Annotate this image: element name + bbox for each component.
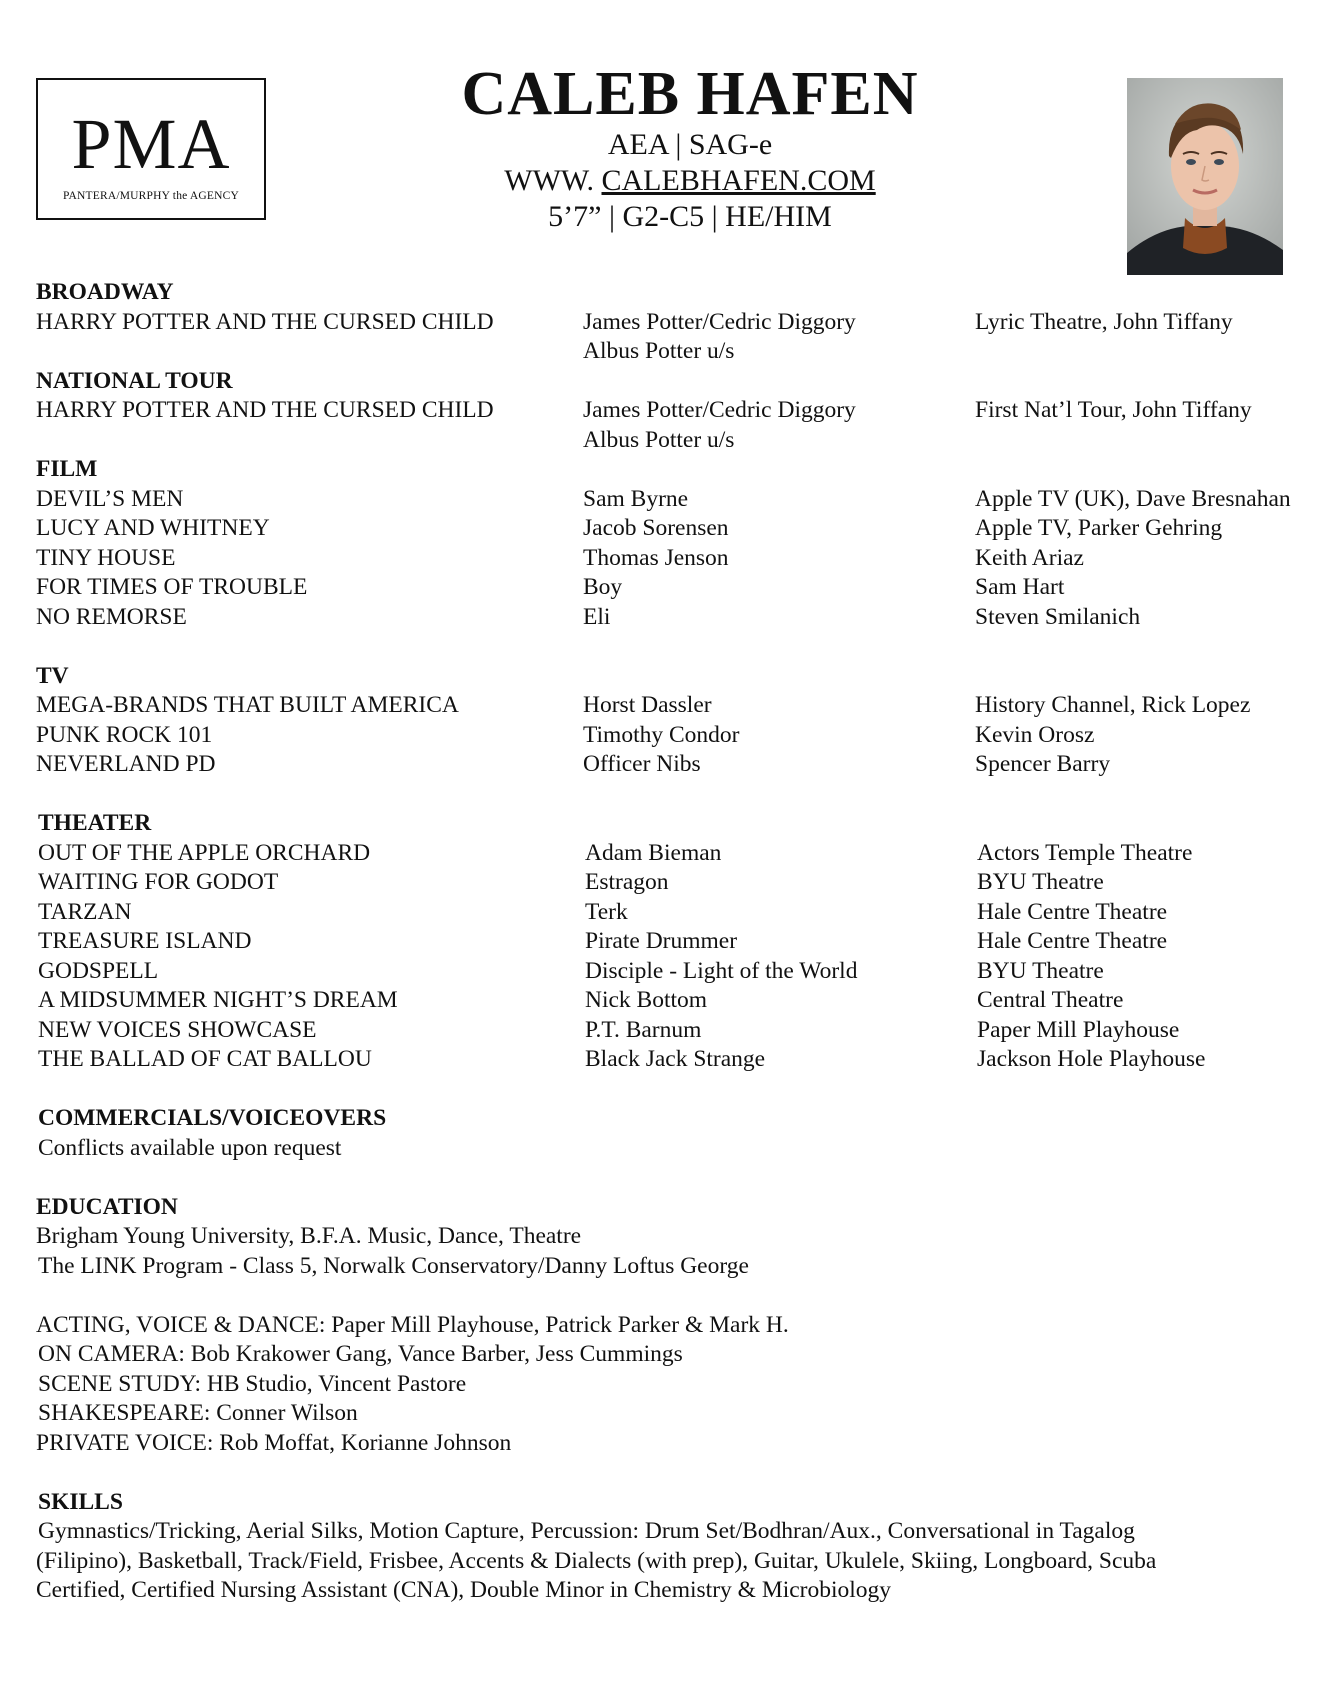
training-line: SCENE STUDY: HB Studio, Vincent Pastore [38, 1370, 467, 1397]
stats-line: 5’7” | G2-C5 | HE/HIM [548, 200, 832, 234]
credit-venue [975, 426, 1306, 456]
national-tour-heading: NATIONAL TOUR [36, 367, 233, 394]
training-line: PRIVATE VOICE: Rob Moffat, Korianne Johnson [36, 1429, 512, 1456]
credit-role: Eli [583, 603, 611, 630]
credit-venue: Spencer Barry [975, 751, 1111, 777]
spacer [36, 1458, 1306, 1488]
credit-row [36, 603, 1306, 633]
resume-header [390, 62, 990, 235]
credit-venue: History Channel, Rick Lopez [975, 692, 1251, 718]
credit-row [36, 691, 1306, 721]
credit-title: TREASURE ISLAND [38, 928, 252, 954]
credit-row [36, 544, 1306, 574]
credit-title: NO REMORSE [36, 603, 187, 630]
credit-title [36, 426, 583, 456]
commercials-heading: COMMERCIALS/VOICEOVERS [38, 1105, 387, 1131]
credit-venue: Jackson Hole Playhouse [977, 1046, 1206, 1072]
credit-venue: Steven Smilanich [975, 603, 1141, 630]
credit-role: Disciple - Light of the World [585, 957, 858, 984]
credit-role: Nick Bottom [585, 987, 708, 1013]
credit-title: NEVERLAND PD [36, 751, 216, 777]
education-line: The LINK Program - Class 5, Norwalk Conservatory/Danny Loftus George [38, 1252, 749, 1279]
credit-role: Timothy Condor [583, 721, 740, 748]
credit-role: Albus Potter u/s [583, 426, 735, 453]
credit-title: DEVIL’S MEN [36, 485, 184, 512]
credit-row [36, 308, 1306, 338]
headshot-photo [1127, 78, 1283, 275]
credit-role: Estragon [585, 869, 669, 895]
skills-line: Certified, Certified Nursing Assistant (CNA), Double Minor in Chemistry & Microbiology [36, 1577, 892, 1603]
credit-row [36, 396, 1306, 426]
credit-role: Horst Dassler [583, 692, 712, 718]
credit-row [36, 839, 1306, 869]
credit-venue: Central Theatre [977, 987, 1124, 1013]
credit-venue: Sam Hart [975, 574, 1065, 600]
broadway-heading: BROADWAY [36, 279, 174, 305]
commercials-text: Conflicts available upon request [38, 1134, 342, 1161]
headshot-illustration [1127, 78, 1283, 275]
skills-line: Gymnastics/Tricking, Aerial Silks, Motion Capture, Percussion: Drum Set/Bodhran/Aux., Conversational in Tagalog [38, 1518, 1135, 1544]
credit-row [36, 426, 1306, 456]
credit-venue: BYU Theatre [977, 869, 1104, 895]
credit-row [36, 868, 1306, 898]
film-heading: FILM [36, 456, 98, 482]
credit-row [36, 927, 1306, 957]
training-line: SHAKESPEARE: Conner Wilson [38, 1400, 358, 1426]
credit-title: PUNK ROCK 101 [36, 721, 213, 748]
credit-venue: Paper Mill Playhouse [977, 1016, 1180, 1043]
credit-row [36, 485, 1306, 515]
credit-title: WAITING FOR GODOT [38, 869, 279, 895]
credit-role: Adam Bieman [585, 839, 722, 866]
credit-role: Boy [583, 574, 623, 600]
credit-title [36, 337, 583, 367]
credit-title: OUT OF THE APPLE ORCHARD [38, 839, 371, 866]
credit-venue: Actors Temple Theatre [977, 839, 1193, 866]
credit-role: Thomas Jenson [583, 544, 729, 571]
credit-title: LUCY AND WHITNEY [36, 515, 270, 541]
credit-title: GODSPELL [38, 957, 159, 984]
credit-role: Sam Byrne [583, 485, 689, 512]
credit-role: Pirate Drummer [585, 928, 738, 954]
resume-body [36, 278, 1306, 1606]
spacer [36, 632, 1306, 662]
credit-title: NEW VOICES SHOWCASE [38, 1016, 317, 1043]
credit-row [36, 957, 1306, 987]
credit-title: MEGA-BRANDS THAT BUILT AMERICA [36, 692, 459, 718]
credit-role: James Potter/Cedric Diggory [583, 397, 856, 423]
training-line: ACTING, VOICE & DANCE: Paper Mill Playhouse, Patrick Parker & Mark H. [36, 1311, 789, 1338]
credit-row [36, 337, 1306, 367]
credit-row [36, 514, 1306, 544]
credit-role: Officer Nibs [583, 751, 701, 777]
credit-venue: Apple TV, Parker Gehring [975, 515, 1223, 541]
education-line: Brigham Young University, B.F.A. Music, Dance, Theatre [36, 1223, 582, 1249]
spacer [36, 1163, 1306, 1193]
credit-venue: Lyric Theatre, John Tiffany [975, 308, 1233, 335]
credit-row [36, 986, 1306, 1016]
credit-role: Black Jack Strange [585, 1046, 766, 1072]
credit-venue: Keith Ariaz [975, 544, 1084, 571]
spacer [36, 1281, 1306, 1311]
credit-row [36, 898, 1306, 928]
training-line: ON CAMERA: Bob Krakower Gang, Vance Barber, Jess Cummings [38, 1341, 683, 1367]
credit-role: Terk [585, 898, 628, 925]
credit-role: P.T. Barnum [585, 1016, 702, 1043]
agency-logo [36, 78, 266, 220]
credit-venue: Apple TV (UK), Dave Bresnahan [975, 485, 1291, 512]
credit-venue: Hale Centre Theatre [977, 928, 1168, 954]
website-link[interactable]: CALEBHAFEN.COM [601, 164, 876, 198]
credit-row [36, 1016, 1306, 1046]
credit-title: HARRY POTTER AND THE CURSED CHILD [36, 308, 494, 335]
spacer [36, 780, 1306, 810]
actor-name: CALEB HAFEN [461, 60, 919, 128]
credit-row [36, 573, 1306, 603]
credit-row [36, 1045, 1306, 1075]
credit-venue [975, 337, 1306, 367]
credit-row [36, 750, 1306, 780]
credit-role: Albus Potter u/s [583, 338, 735, 364]
credit-venue: First Nat’l Tour, John Tiffany [975, 397, 1252, 423]
skills-heading: SKILLS [38, 1488, 123, 1515]
credit-title: A MIDSUMMER NIGHT’S DREAM [38, 987, 398, 1013]
credit-venue: Hale Centre Theatre [977, 898, 1168, 925]
credit-title: FOR TIMES OF TROUBLE [36, 574, 308, 600]
website-prefix: WWW. [504, 164, 602, 198]
credit-venue: Kevin Orosz [975, 721, 1095, 748]
credit-role: Jacob Sorensen [583, 515, 729, 541]
credit-title: THE BALLAD OF CAT BALLOU [38, 1046, 372, 1072]
theater-heading: THEATER [38, 810, 152, 836]
education-heading: EDUCATION [36, 1193, 178, 1220]
spacer [36, 1075, 1306, 1105]
logo-letters: PMA [71, 104, 231, 184]
credit-title: HARRY POTTER AND THE CURSED CHILD [36, 397, 494, 423]
credit-row [36, 721, 1306, 751]
skills-line: (Filipino), Basketball, Track/Field, Frisbee, Accents & Dialects (with prep), Guitar, Ukulele, Skiing, Longboard, Scuba [36, 1547, 1157, 1574]
credit-title: TINY HOUSE [36, 544, 176, 571]
tv-heading: TV [36, 662, 69, 689]
credit-role: James Potter/Cedric Diggory [583, 308, 856, 335]
credit-venue: BYU Theatre [977, 957, 1104, 984]
website-line [390, 163, 990, 199]
logo-subtitle: PANTERA/MURPHY the AGENCY [62, 190, 240, 202]
union-line: AEA | SAG-e [607, 128, 773, 162]
credit-title: TARZAN [38, 898, 132, 925]
